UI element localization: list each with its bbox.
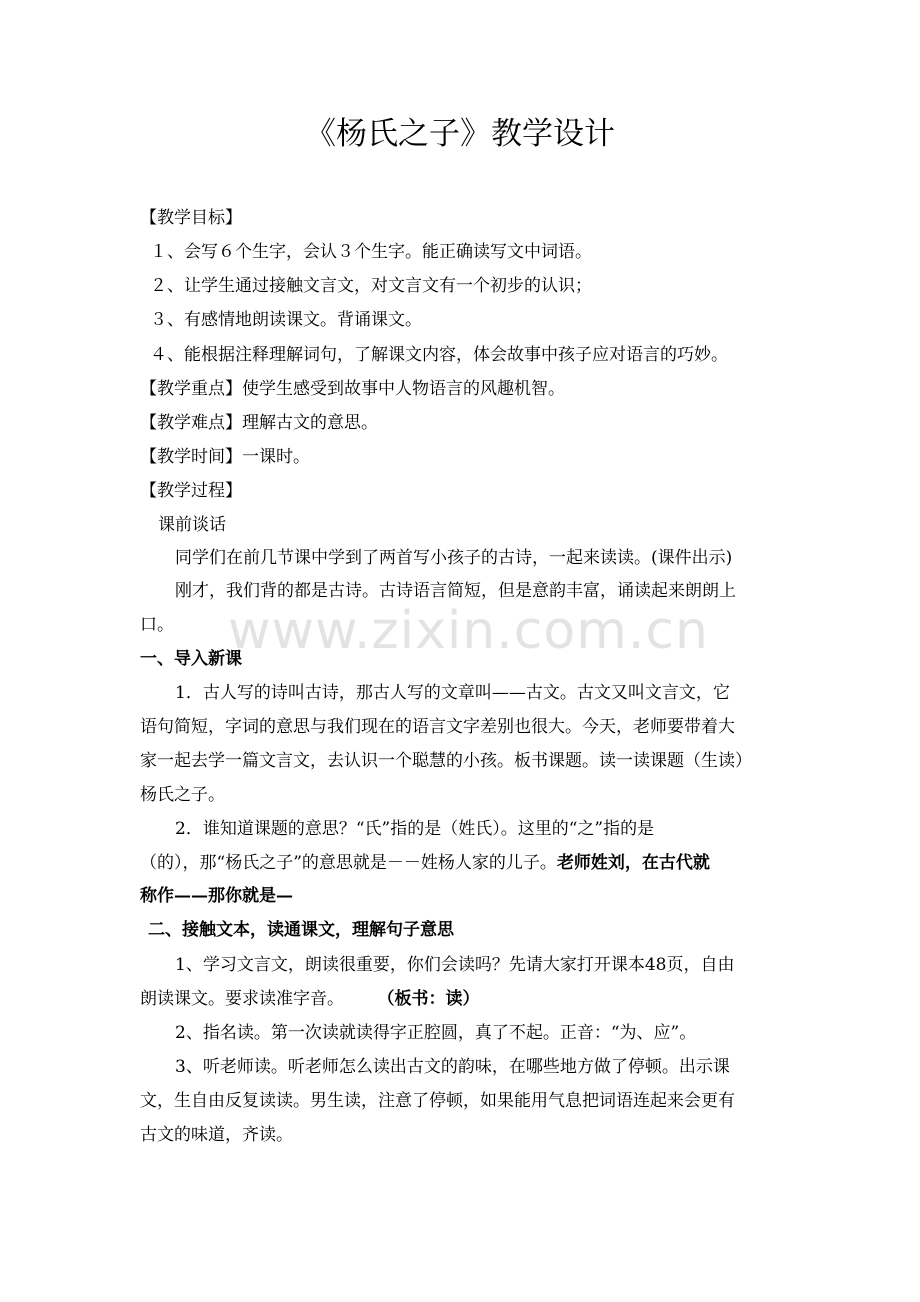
pre-class-talk-heading: 课前谈话 [158,515,226,535]
paragraph-line: 刚才，我们背的都是古诗。古诗语言简短，但是意韵丰富，诵读起来朗朗上 [175,581,736,601]
paragraph-line: 2、指名读。第一次读就读得字正腔圆，真了不起。正音：“为、应”。 [175,1023,697,1043]
paragraph-line [140,987,480,1011]
objective-3: ３、有感情地朗读课文。背诵课文。 [150,310,422,330]
section-heading-process: 【教学过程】 [140,481,242,501]
paragraph-line: 1．古人写的诗叫古诗，那古人写的文章叫——古文。古文又叫文言文，它 [175,683,730,703]
line-text: （的），那“杨氏之子”的意思就是－－姓杨人家的儿子。 [140,853,557,873]
board-note: （板书：读） [386,989,480,1009]
paragraph-line: 口。 [140,615,174,635]
objective-4: ４、能根据注释理解词句，了解课文内容，体会故事中孩子应对语言的巧妙。 [150,345,728,365]
paragraph-line: 2．谁知道课题的意思？“氏”指的是（姓氏）。这里的“之”指的是 [175,819,655,839]
section-heading-objectives: 【教学目标】 [140,208,242,228]
paragraph-line: 语句简短，字词的意思与我们现在的语言文字差别也很大。今天，老师要带着大 [140,717,735,737]
objective-2: ２、让学生通过接触文言文，对文言文有一个初步的认识； [150,276,592,296]
paragraph-line: 文，生自由反复读读。男生读，注意了停顿，如果能用气息把词语连起来会更有 [140,1091,735,1111]
teaching-time: 【教学时间】一课时。 [140,447,310,467]
paragraph-line: 家一起去学一篇文言文，去认识一个聪慧的小孩。板书课题。读一读课题（生读） [140,751,752,771]
paragraph-line: 古文的味道，齐读。 [140,1125,293,1145]
section-heading-reading: 二、接触文本，读通课文，理解句子意思 [148,920,454,940]
paragraph-line: 杨氏之子。 [140,785,225,805]
key-point: 【教学重点】使学生感受到故事中人物语言的风趣机智。 [140,379,565,399]
section-heading-intro: 一、导入新课 [140,649,242,669]
paragraph-line: 1、学习文言文，朗读很重要，你们会读吗？先请大家打开课本48页，自由 [175,955,735,975]
paragraph-line: 3、听老师读。听老师怎么读出古文的韵味，在哪些地方做了停顿。出示课 [175,1057,730,1077]
emphasis-text: 老师姓刘，在古代就 [556,853,710,873]
line-text: 朗读课文。要求读准字音。 [140,989,344,1009]
watermark: www.zixin.com.cn [228,601,709,661]
difficult-point: 【教学难点】理解古文的意思。 [140,413,378,433]
objective-1: １、会写６个生字，会认３个生字。能正确读写文中词语。 [150,242,592,262]
paragraph-line: 称作——那你就是— [140,886,293,906]
document-title: 《杨氏之子》教学设计 [305,116,615,152]
paragraph-line: 同学们在前几节课中学到了两首写小孩子的古诗，一起来读读。(课件出示) [175,548,733,568]
paragraph-line [140,851,710,875]
